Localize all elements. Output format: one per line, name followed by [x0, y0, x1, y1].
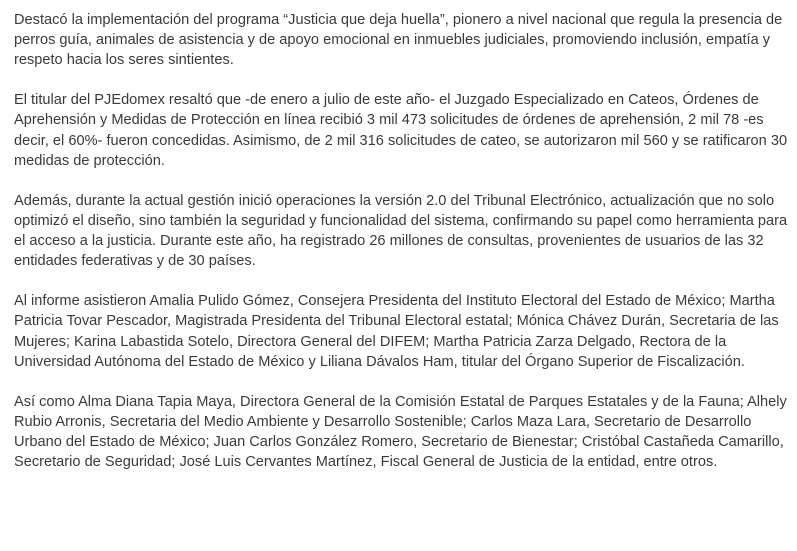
paragraph-juzgado-cateos: El titular del PJEdomex resaltó que -de enero a julio de este año- el Juzgado Especializado en Cateos, Órdenes de Aprehensión y Medidas de Protección en línea recibió 3 mil 473 solicitudes de órdenes de aprehensión, 2 mil 78 -es decir, el 60%- fueron concedidas. Asimismo, de 2 mil 316 solicitudes de cateo, se autorizaron mil 560 y se ratificaron 30 medidas de protección.	[14, 92, 788, 169]
paragraph-asistentes-continuacion: Así como Alma Diana Tapia Maya, Directora General de la Comisión Estatal de Parques Estatales y de la Fauna; Alhely Rubio Arronis, Secretaria del Medio Ambiente y Desarrollo Sostenible; Carlos Maza Lara, Secretario de Desarrollo Urbano del Estado de México; Juan Carlos González Romero, Secretario de Bienestar; Cristóbal Castañeda Camarillo, Secretario de Seguridad; José Luis Cervantes Martínez, Fiscal General de Justicia de la entidad, entre otros.	[14, 393, 787, 471]
paragraph-programa-justicia: Destacó la implementación del programa “Justicia que deja huella”, pionero a nivel nacional que regula la presencia de perros guía, animales de asistencia y de apoyo emocional en inmuebles judiciales, promoviendo inclusión, empatía y respeto hacia los seres sintientes.	[14, 12, 783, 69]
paragraph-tribunal-electronico: Además, durante la actual gestión inició operaciones la versión 2.0 del Tribunal Electrónico, actualización que no solo optimizó el diseño, sino también la seguridad y funcionalidad del sistema, confirmando su papel como herramienta para el acceso a la justicia. Durante este año, ha registrado 26 millones de consultas, provenientes de usuarios de las 32 entidades federativas y de 30 países.	[14, 192, 788, 270]
paragraph-asistentes: Al informe asistieron Amalia Pulido Gómez, Consejera Presidenta del Instituto Electoral del Estado de México; Martha Patricia Tovar Pescador, Magistrada Presidenta del Tribunal Electoral estatal; Mónica Chávez Durán, Secretaria de las Mujeres; Karina Labastida Sotelo, Directora General del DIFEM; Martha Patricia Zarza Delgado, Rectora de la Universidad Autónoma del Estado de México y Liliana Dávalos Ham, titular del Órgano Superior de Fiscalización.	[14, 293, 779, 370]
